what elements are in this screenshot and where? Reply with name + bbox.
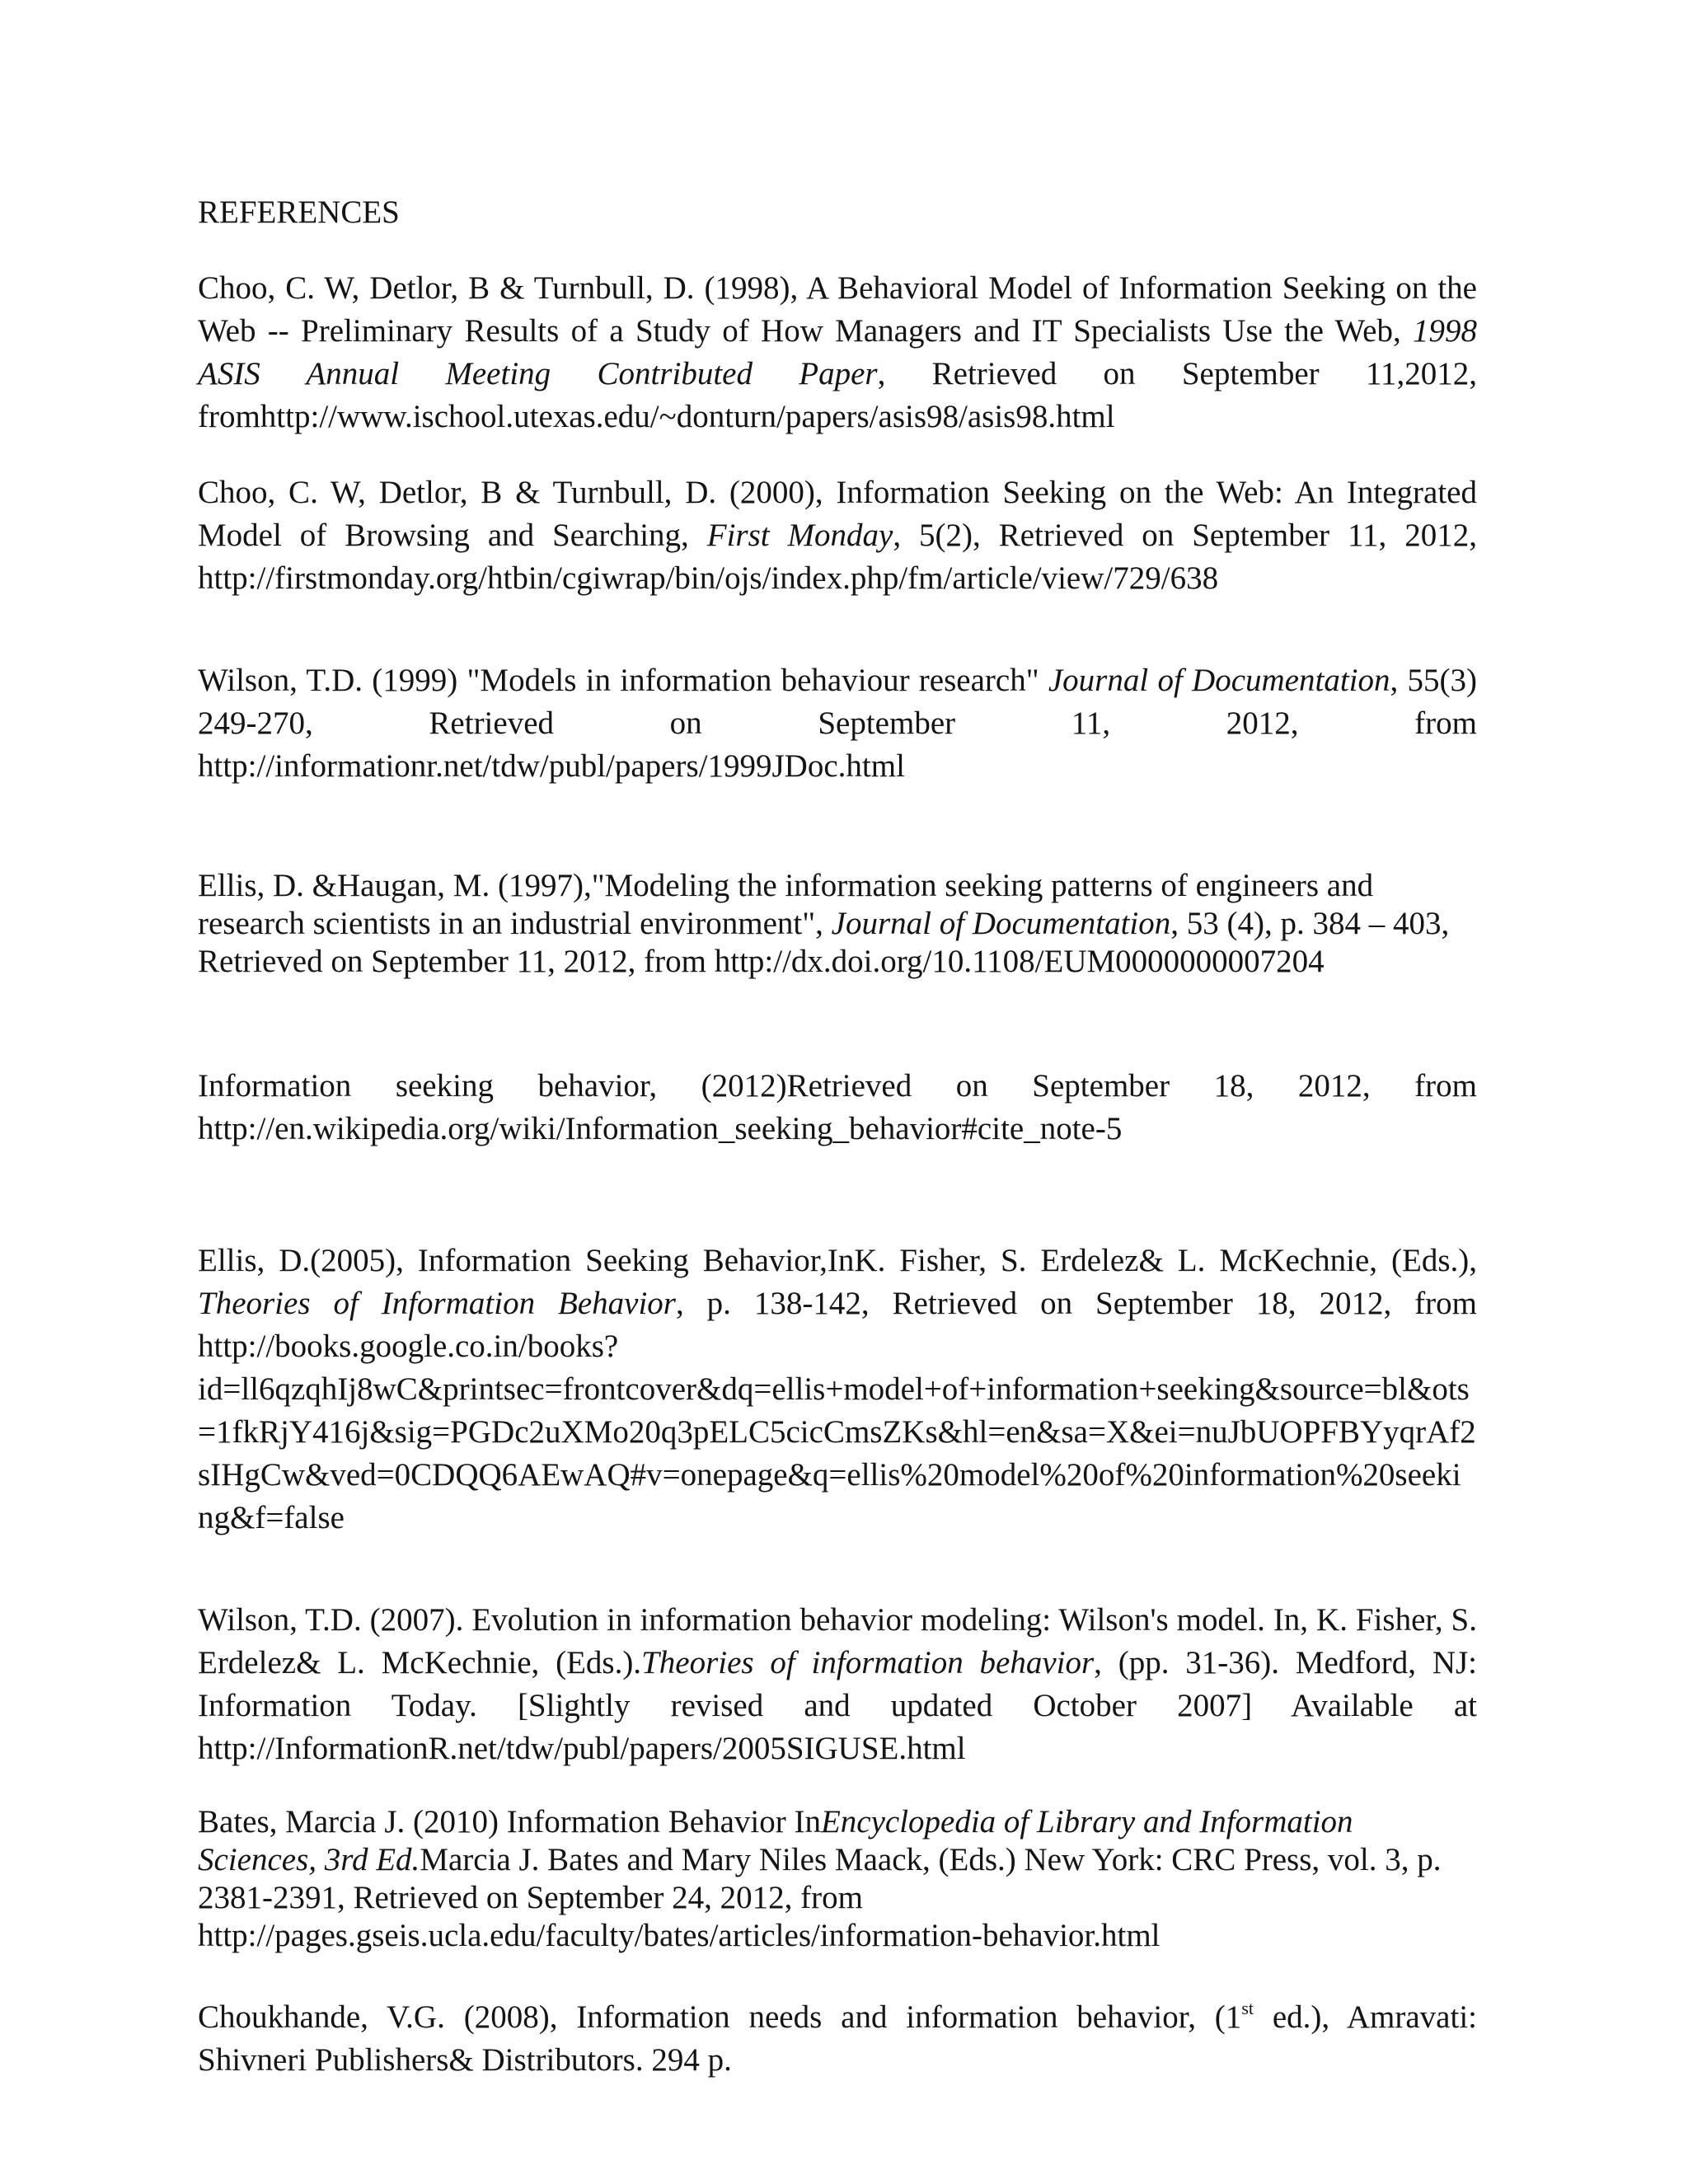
reference-entry: Choo, C. W, Detlor, B & Turnbull, D. (2000), Information Seeking on the Web: An Integrated Model of Browsing and Searching, First Monday, 5(2), Retrieved on September 11, 2012, http://firstmonday.org/htbin/cgiwrap/bin/ojs/index.php/fm/article/view/729/638: [198, 475, 1477, 596]
reference-title: Encyclopedia of Library and Information Sciences, 3rd Ed.: [198, 1804, 1353, 1877]
reference-title: Theories of Information Behavior: [198, 1286, 676, 1321]
page-title: REFERENCES: [198, 194, 400, 230]
reference-entry: Ellis, D.(2005), Information Seeking Behavior,InK. Fisher, S. Erdelez& L. McKechnie, (Eds.), Theories of Information Behavior, p. 138-142, Retrieved on September 18, 2012, from http://books.google.co.in/books?id=ll6qzqhIj8wC&printsec=frontcover&dq=ellis+model+of+information+seeking&source=bl&ots=1fkRjY416j&sig=PGDc2uXMo20q3pELC5cicCmsZKs&hl=en&sa=X&ei=nuJbUOPFBYyqrAf2sIHgCw&ved=0CDQQ6AEwAQ#v=onepage&q=ellis%20model%20of%20information%20seeking&f=false: [198, 1243, 1477, 1535]
reference-title: Journal of Documentation: [831, 906, 1171, 941]
reference-entry: Wilson, T.D. (1999) "Models in information behaviour research" Journal of Documentation, 55(3) 249-270, Retrieved on September 11, 2012, from http://informationr.net/tdw/publ/papers/1999JDoc.html: [198, 663, 1477, 784]
reference-entry: Ellis, D. &Haugan, M. (1997),"Modeling the information seeking patterns of engineers and research scientists in an industrial environment", Journal of Documentation, 53 (4), p. 384 – 403, Retrieved on September 11, 2012, from http://dx.doi.org/10.1108/EUM0000000007204: [198, 868, 1450, 979]
reference-entry: Information seeking behavior, (2012)Retrieved on September 18, 2012, from http://en.wikipedia.org/wiki/Information_seeking_behavior#cite_note-5: [198, 1068, 1477, 1146]
reference-entry: Wilson, T.D. (2007). Evolution in information behavior modeling: Wilson's model. In, K. Fisher, S. Erdelez& L. McKechnie, (Eds.).Theories of information behavior, (pp. 31-36). Medford, NJ: Information Today. [Slightly revised and updated October 2007] Available at http://InformationR.net/tdw/publ/papers/2005SIGUSE.html: [198, 1602, 1477, 1766]
reference-entry: Choo, C. W, Detlor, B & Turnbull, D. (1998), A Behavioral Model of Information Seeking on the Web -- Preliminary Results of a Study of How Managers and IT Specialists Use the Web, 1998 ASIS Annual Meeting Contributed Paper, Retrieved on September 11,2012, fromhttp://www.ischool.utexas.edu/~donturn/papers/asis98/asis98.html: [198, 270, 1478, 434]
references-page: [198, 191, 1477, 2082]
reference-title: Journal of Documentation: [1048, 663, 1390, 698]
reference-title: Theories of information behavior: [641, 1645, 1095, 1680]
reference-title: First Monday: [706, 518, 893, 553]
reference-entry: Bates, Marcia J. (2010) Information Behavior InEncyclopedia of Library and Information Sciences, 3rd Ed.Marcia J. Bates and Mary Niles Maack, (Eds.) New York: CRC Press, vol. 3, p. 2381-2391, Retrieved on September 24, 2012, from http://pages.gseis.ucla.edu/faculty/bates/articles/information-behavior.html: [198, 1804, 1442, 1953]
reference-title: 1998 ASIS Annual Meeting Contributed Paper: [198, 313, 1477, 391]
reference-entry: Choukhande, V.G. (2008), Information needs and information behavior, (1st ed.), Amravati: Shivneri Publishers& Distributors. 294 p.: [198, 1998, 1477, 2078]
superscript: st: [1241, 1998, 1254, 2018]
